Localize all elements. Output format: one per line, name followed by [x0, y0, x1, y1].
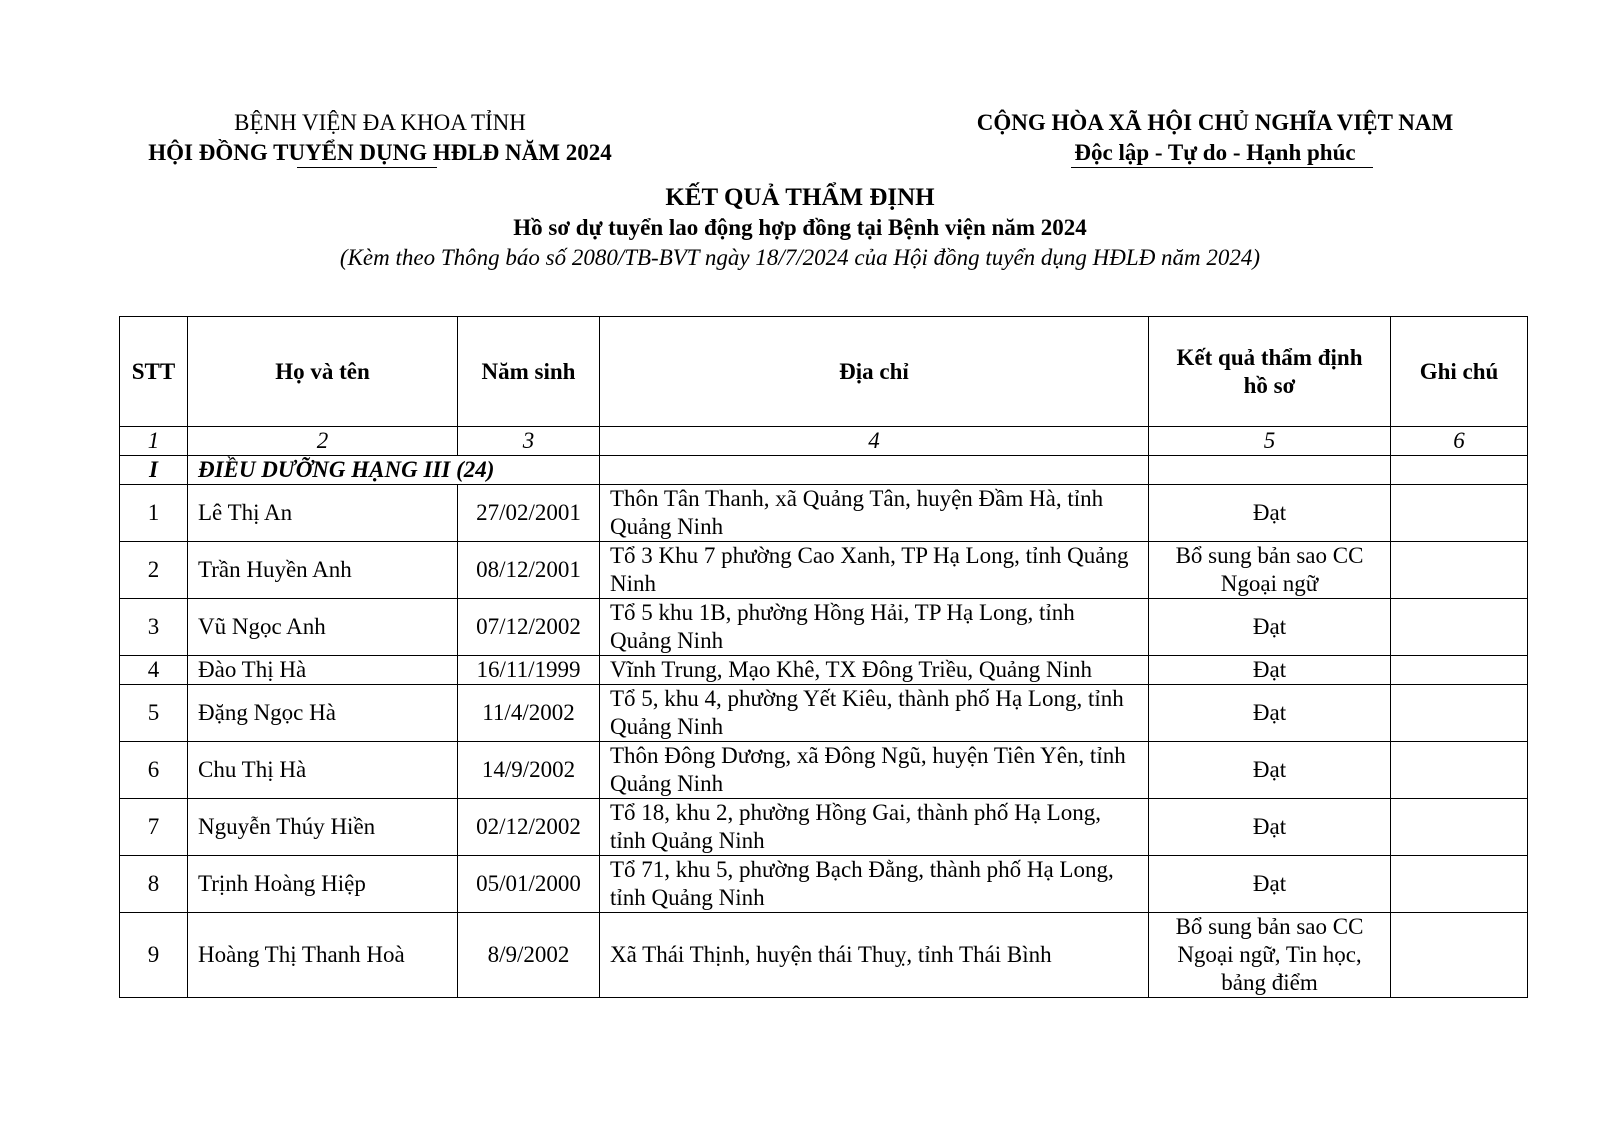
org-name: BỆNH VIỆN ĐA KHOA TỈNH	[234, 110, 526, 135]
row-dob: 02/12/2002	[458, 799, 600, 856]
row-stt: 9	[120, 913, 188, 998]
row-dob: 05/01/2000	[458, 856, 600, 913]
national-motto: Độc lập - Tự do - Hạnh phúc	[1074, 140, 1356, 165]
row-dob: 08/12/2001	[458, 542, 600, 599]
section-row	[120, 456, 1528, 485]
section-title: ĐIỀU DƯỠNG HẠNG III (24)	[188, 456, 600, 485]
row-note	[1391, 799, 1528, 856]
row-address: Tổ 18, khu 2, phường Hồng Gai, thành phố Hạ Long, tỉnh Quảng Ninh	[600, 799, 1149, 856]
header-dob: Năm sinh	[458, 317, 600, 427]
row-name: Nguyễn Thúy Hiền	[188, 799, 458, 856]
row-dob: 07/12/2002	[458, 599, 600, 656]
table-row	[120, 599, 1528, 656]
row-address: Tổ 3 Khu 7 phường Cao Xanh, TP Hạ Long, tỉnh Quảng Ninh	[600, 542, 1149, 599]
column-number: 3	[458, 427, 600, 456]
row-name: Hoàng Thị Thanh Hoà	[188, 913, 458, 998]
row-dob: 16/11/1999	[458, 656, 600, 685]
table-row	[120, 656, 1528, 685]
row-stt: 5	[120, 685, 188, 742]
row-name: Lê Thị An	[188, 485, 458, 542]
row-address: Tổ 5 khu 1B, phường Hồng Hải, TP Hạ Long, tỉnh Quảng Ninh	[600, 599, 1149, 656]
row-note	[1391, 542, 1528, 599]
country-name: CỘNG HÒA XÃ HỘI CHỦ NGHĨA VIỆT NAM	[976, 110, 1454, 135]
row-name: Đào Thị Hà	[188, 656, 458, 685]
row-note	[1391, 913, 1528, 998]
table-header-row	[120, 317, 1528, 427]
table-row	[120, 913, 1528, 998]
row-result: Bổ sung bản sao CC Ngoại ngữ, Tin học, bảng điểm	[1149, 913, 1391, 998]
document-subtitle: Hồ sơ dự tuyển lao động hợp đồng tại Bệnh viện năm 2024	[513, 215, 1087, 240]
table-row	[120, 685, 1528, 742]
document-header-left	[120, 108, 640, 168]
row-stt: 1	[120, 485, 188, 542]
empty-cell	[1391, 456, 1528, 485]
column-number: 5	[1149, 427, 1391, 456]
header-result: Kết quả thẩm định hồ sơ	[1149, 317, 1391, 427]
row-result: Đạt	[1149, 799, 1391, 856]
row-dob: 27/02/2001	[458, 485, 600, 542]
row-note	[1391, 485, 1528, 542]
row-dob: 14/9/2002	[458, 742, 600, 799]
row-result: Đạt	[1149, 485, 1391, 542]
document-title: KẾT QUẢ THẨM ĐỊNH	[665, 184, 935, 211]
row-result: Đạt	[1149, 685, 1391, 742]
row-dob: 8/9/2002	[458, 913, 600, 998]
row-address: Thôn Đông Dương, xã Đông Ngũ, huyện Tiên Yên, tỉnh Quảng Ninh	[600, 742, 1149, 799]
section-index: I	[120, 456, 188, 485]
row-stt: 2	[120, 542, 188, 599]
column-number: 6	[1391, 427, 1528, 456]
row-note	[1391, 685, 1528, 742]
column-number: 2	[188, 427, 458, 456]
row-note	[1391, 742, 1528, 799]
document-note: (Kèm theo Thông báo số 2080/TB-BVT ngày 18/7/2024 của Hội đồng tuyển dụng HĐLĐ năm 2024)	[339, 245, 1261, 270]
row-address: Vĩnh Trung, Mạo Khê, TX Đông Triều, Quảng Ninh	[600, 656, 1149, 685]
row-stt: 3	[120, 599, 188, 656]
row-stt: 4	[120, 656, 188, 685]
row-address: Thôn Tân Thanh, xã Quảng Tân, huyện Đầm Hà, tỉnh Quảng Ninh	[600, 485, 1149, 542]
document-title-block	[0, 183, 1600, 273]
document-header-right	[955, 108, 1475, 168]
table-row	[120, 742, 1528, 799]
row-dob: 11/4/2002	[458, 685, 600, 742]
header-address: Địa chỉ	[600, 317, 1149, 427]
row-result: Đạt	[1149, 656, 1391, 685]
header-note: Ghi chú	[1391, 317, 1528, 427]
row-result: Đạt	[1149, 599, 1391, 656]
row-result: Đạt	[1149, 742, 1391, 799]
empty-cell	[600, 456, 1149, 485]
table-row	[120, 542, 1528, 599]
row-name: Trịnh Hoàng Hiệp	[188, 856, 458, 913]
row-note	[1391, 599, 1528, 656]
council-name: HỘI ĐỒNG TUYỂN DỤNG HĐLĐ NĂM 2024	[148, 140, 612, 165]
row-address: Xã Thái Thịnh, huyện thái Thuỵ, tỉnh Thái Bình	[600, 913, 1149, 998]
results-table	[119, 316, 1528, 998]
header-stt: STT	[120, 317, 188, 427]
row-name: Đặng Ngọc Hà	[188, 685, 458, 742]
row-name: Chu Thị Hà	[188, 742, 458, 799]
table-row	[120, 856, 1528, 913]
column-number-row	[120, 427, 1528, 456]
column-number: 1	[120, 427, 188, 456]
row-note	[1391, 856, 1528, 913]
row-stt: 6	[120, 742, 188, 799]
header-name: Họ và tên	[188, 317, 458, 427]
row-stt: 8	[120, 856, 188, 913]
empty-cell	[1149, 456, 1391, 485]
table-row	[120, 485, 1528, 542]
header-left-underline	[297, 167, 437, 168]
row-stt: 7	[120, 799, 188, 856]
row-note	[1391, 656, 1528, 685]
row-name: Trần Huyền Anh	[188, 542, 458, 599]
row-address: Tổ 71, khu 5, phường Bạch Đằng, thành phố Hạ Long, tỉnh Quảng Ninh	[600, 856, 1149, 913]
header-right-underline	[1071, 167, 1373, 168]
row-address: Tổ 5, khu 4, phường Yết Kiêu, thành phố Hạ Long, tỉnh Quảng Ninh	[600, 685, 1149, 742]
row-name: Vũ Ngọc Anh	[188, 599, 458, 656]
row-result: Đạt	[1149, 856, 1391, 913]
column-number: 4	[600, 427, 1149, 456]
table-row	[120, 799, 1528, 856]
row-result: Bổ sung bản sao CC Ngoại ngữ	[1149, 542, 1391, 599]
